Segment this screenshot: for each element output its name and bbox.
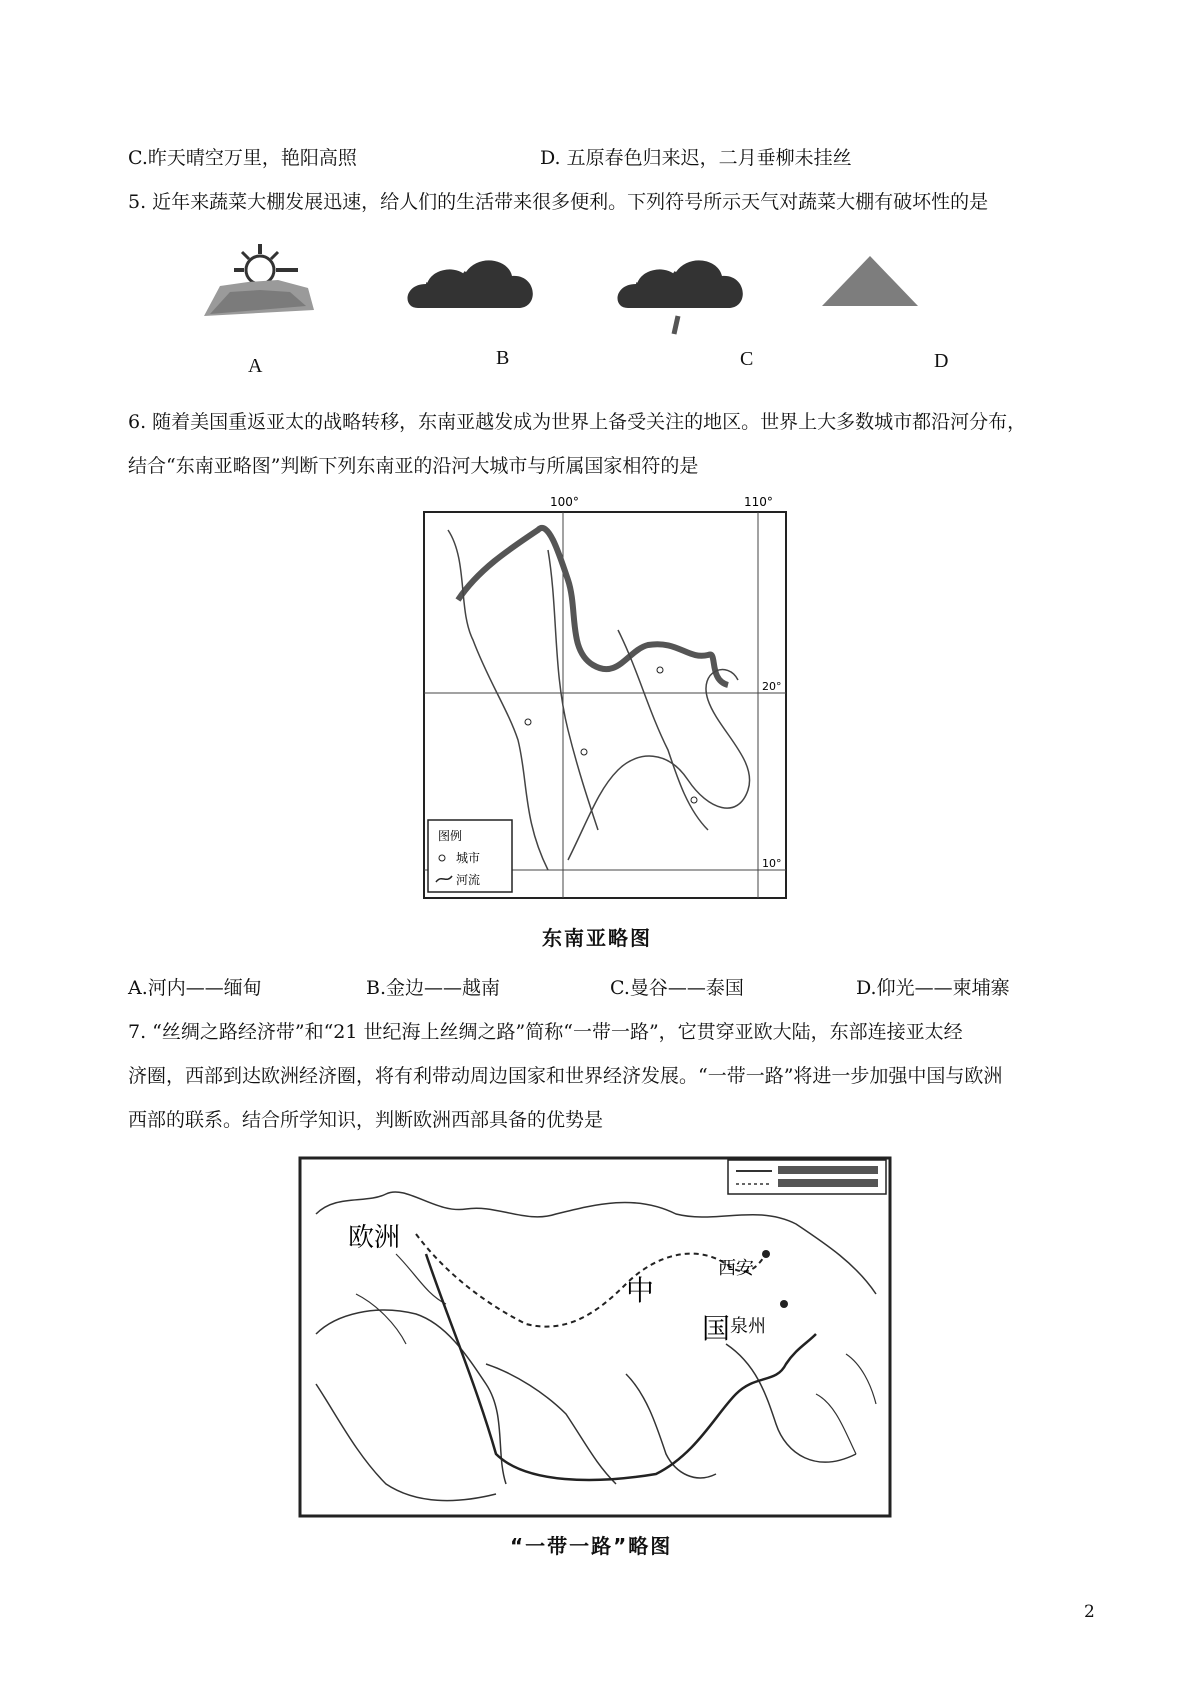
southeast-asia-map xyxy=(418,490,798,910)
sandstorm-icon xyxy=(204,244,314,316)
map-lat-20: 20° xyxy=(762,680,782,693)
q6-stem-line1: 6. 随着美国重返亚太的战略转移，东南亚越发成为世界上备受关注的地区。世界上大多数城市都沿河分布， xyxy=(128,411,1027,433)
page-number: 2 xyxy=(1084,1602,1095,1622)
q6-stem-line2: 结合“东南亚略图”判断下列东南亚的沿河大城市与所属国家相符的是 xyxy=(128,455,699,477)
q5-label-a: A xyxy=(248,355,263,377)
q7-stem-line3: 西部的联系。结合所学知识，判断欧洲西部具备的优势是 xyxy=(128,1109,604,1131)
cloud-rain-icon xyxy=(618,260,743,334)
map-label-china-2: 国 xyxy=(702,1312,731,1345)
map-label-china-1: 中 xyxy=(626,1274,655,1307)
q6-option-d: D.仰光——柬埔寨 xyxy=(856,977,1010,999)
map-lon-110: 110° xyxy=(744,495,773,509)
map-label-quanzhou: 泉州 xyxy=(730,1316,766,1337)
q6-option-c: C.曼谷——泰国 xyxy=(610,977,744,999)
overcast-cloud-icon xyxy=(408,260,533,308)
map-legend-river: 河流 xyxy=(456,873,481,887)
map-lon-100: 100° xyxy=(550,495,579,509)
hail-icon xyxy=(822,256,918,306)
map-legend-city: 城市 xyxy=(456,851,481,865)
q5-label-d: D xyxy=(934,350,949,372)
q7-stem-line2: 济圈，西部到达欧洲经济圈，将有利带动周边国家和世界经济发展。“一带一路”将进一步加强中国与欧洲 xyxy=(128,1065,1003,1087)
q6-option-b: B.金边——越南 xyxy=(366,977,501,999)
belt-and-road-map xyxy=(296,1154,896,1524)
map-label-europe: 欧洲 xyxy=(348,1223,401,1253)
q5-weather-symbols xyxy=(190,238,1010,358)
map-lat-10: 10° xyxy=(762,857,782,870)
q4-option-c: C.昨天晴空万里，艳阳高照 xyxy=(128,147,357,169)
map-legend-title: 图例 xyxy=(438,829,463,843)
q4-option-d: D. 五原春色归来迟，二月垂柳未挂丝 xyxy=(540,147,852,169)
route-legend-box xyxy=(728,1160,886,1194)
q6-map-caption: 东南亚略图 xyxy=(542,926,652,950)
q6-option-a: A.河内——缅甸 xyxy=(128,977,262,999)
q7-map-caption: “一带一路”略图 xyxy=(510,1534,673,1558)
q5-label-b: B xyxy=(496,347,510,369)
q5-stem: 5. 近年来蔬菜大棚发展迅速，给人们的生活带来很多便利。下列符号所示天气对蔬菜大棚有破坏性的是 xyxy=(128,191,989,213)
q7-stem-line1: 7. “丝绸之路经济带”和“21 世纪海上丝绸之路”简称“一带一路”，它贯穿亚欧大陆，东部连接亚太经 xyxy=(128,1021,963,1043)
map-label-xian: 西安 xyxy=(718,1258,754,1279)
q5-label-c: C xyxy=(740,348,754,370)
